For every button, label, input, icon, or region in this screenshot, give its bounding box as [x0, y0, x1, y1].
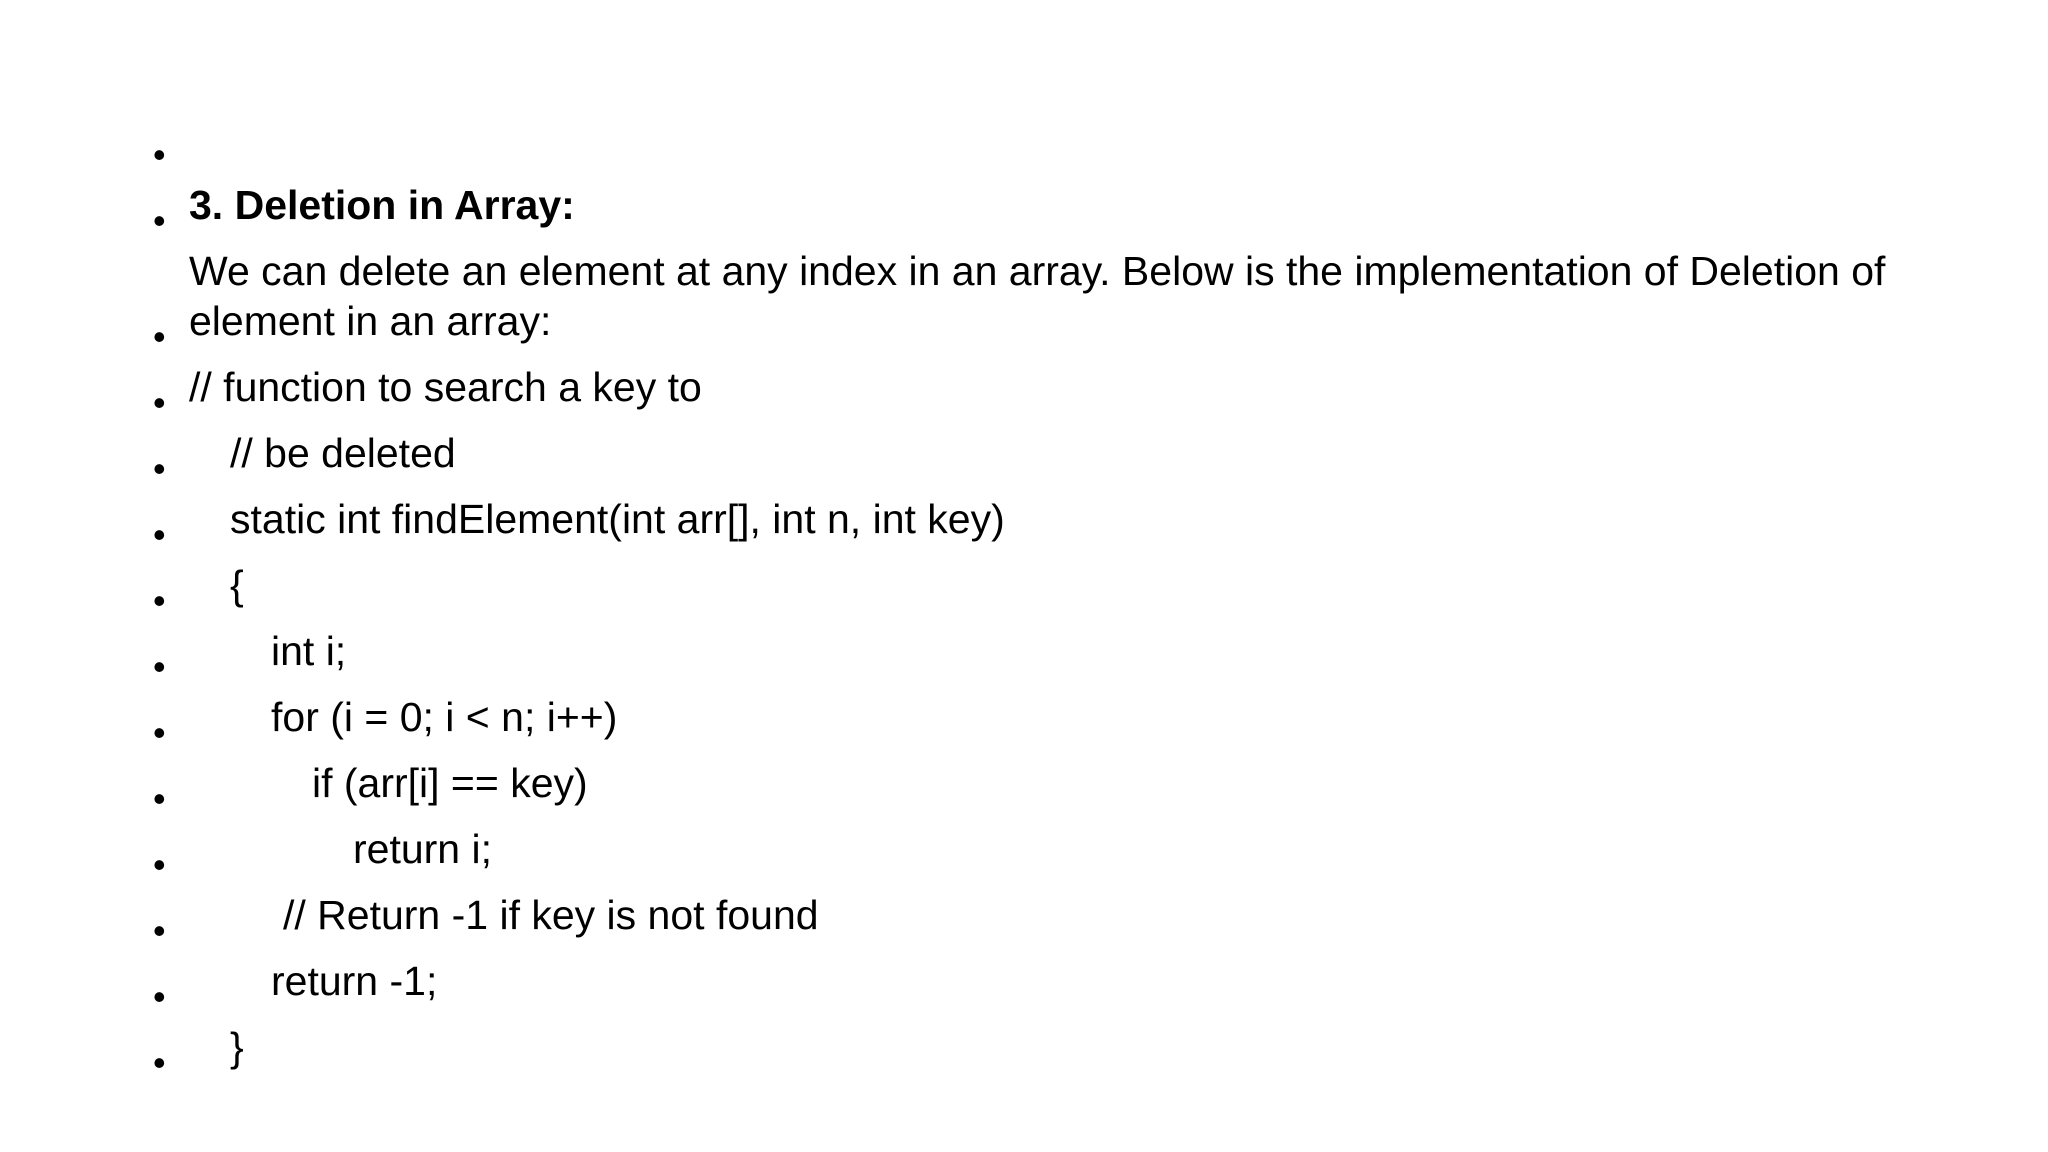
- bullet-marker: •: [153, 316, 166, 357]
- bullet-marker: •: [153, 910, 166, 951]
- bullet-marker: •: [153, 646, 166, 687]
- bullet-marker: •: [153, 382, 166, 423]
- bullet-marker: •: [153, 448, 166, 489]
- code-line: int i;: [271, 628, 347, 674]
- bullet-marker: •: [153, 134, 166, 175]
- bullet-marker: •: [153, 200, 166, 241]
- bullet-marker: •: [153, 712, 166, 753]
- code-line: {: [230, 562, 244, 608]
- code-line: // Return -1 if key is not found: [283, 892, 819, 938]
- bullet-marker: •: [153, 1042, 166, 1083]
- code-line: return i;: [353, 826, 492, 872]
- code-line: // function to search a key to: [189, 364, 702, 410]
- bullet-marker: •: [153, 514, 166, 555]
- description-text: We can delete an element at any index in an array. Below is the implementation of Deletion of element in an array:: [189, 248, 1886, 344]
- code-line: static int findElement(int arr[], int n, int key): [230, 496, 1005, 542]
- code-line: // be deleted: [230, 430, 456, 476]
- heading-text: 3. Deletion in Array:: [189, 182, 575, 228]
- bullet-item-empty: [0, 988, 166, 1152]
- bullet-marker: •: [153, 778, 166, 819]
- bullet-marker: •: [153, 976, 166, 1017]
- code-line: for (i = 0; i < n; i++): [271, 694, 618, 740]
- code-line: }: [230, 1024, 244, 1070]
- bullet-marker: •: [153, 580, 166, 621]
- bullet-marker: •: [153, 844, 166, 885]
- code-line: return -1;: [271, 958, 438, 1004]
- code-line: if (arr[i] == key): [312, 760, 588, 806]
